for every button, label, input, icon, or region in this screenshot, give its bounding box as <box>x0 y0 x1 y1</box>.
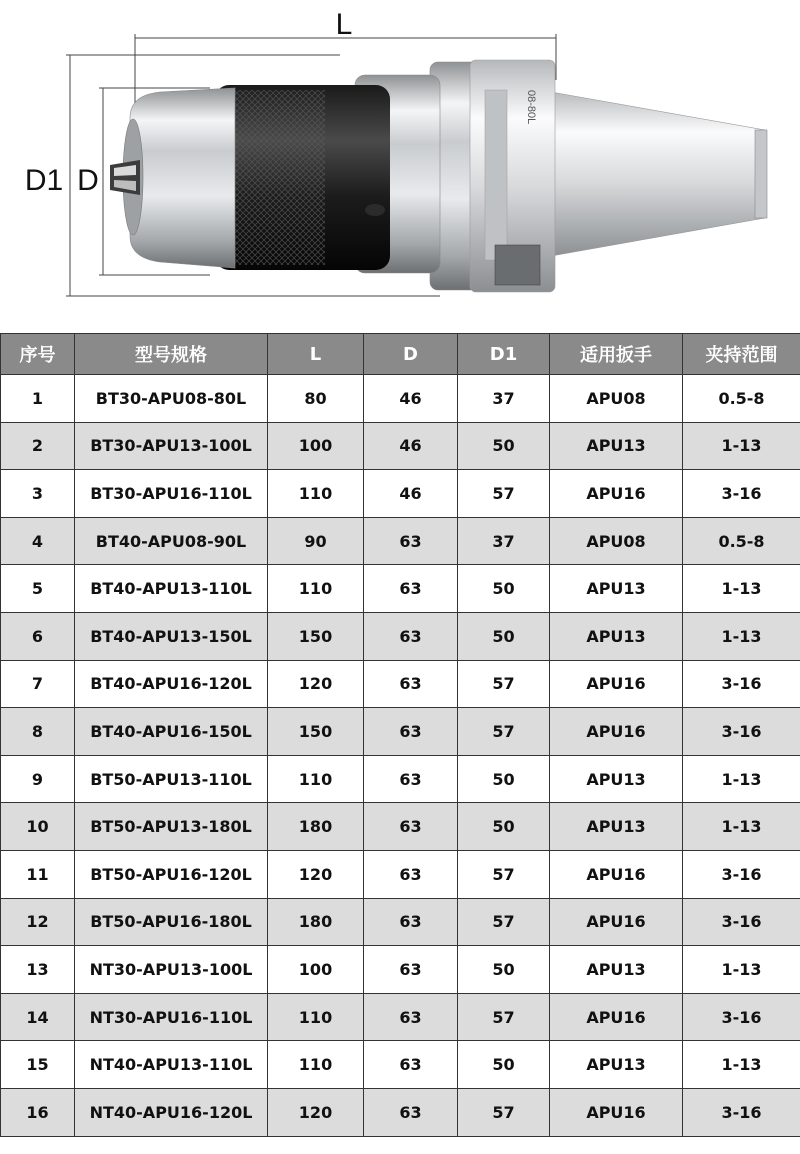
cell-L: 180 <box>268 898 364 946</box>
table-row <box>1 660 800 708</box>
cell-wrench: APU16 <box>550 898 683 946</box>
table-row <box>1 470 800 518</box>
cell-clamp-range: 3-16 <box>683 898 800 946</box>
cell-wrench: APU16 <box>550 993 683 1041</box>
taper-shank <box>540 90 765 258</box>
table-row <box>1 850 800 898</box>
cell-D: 63 <box>364 993 458 1041</box>
table-row <box>1 517 800 565</box>
cell-D1: 57 <box>458 898 550 946</box>
cell-D1: 37 <box>458 375 550 423</box>
cell-wrench: APU13 <box>550 1041 683 1089</box>
cell-D1: 57 <box>458 850 550 898</box>
cell-wrench: APU16 <box>550 708 683 756</box>
table-row <box>1 565 800 613</box>
dimension-label-L: L <box>335 8 353 41</box>
cell-L: 110 <box>268 1041 364 1089</box>
table-row <box>1 993 800 1041</box>
cell-clamp-range: 1-13 <box>683 1041 800 1089</box>
cell-L: 150 <box>268 612 364 660</box>
cell-D: 63 <box>364 517 458 565</box>
cell-index: 7 <box>1 660 75 708</box>
cell-D1: 57 <box>458 1088 550 1136</box>
cell-L: 120 <box>268 850 364 898</box>
cell-index: 16 <box>1 1088 75 1136</box>
cell-L: 90 <box>268 517 364 565</box>
cell-D: 63 <box>364 850 458 898</box>
cell-clamp-range: 1-13 <box>683 565 800 613</box>
cell-model: NT40-APU13-110L <box>75 1041 268 1089</box>
cell-D: 46 <box>364 470 458 518</box>
cell-D: 46 <box>364 375 458 423</box>
table-row <box>1 1041 800 1089</box>
cell-index: 2 <box>1 422 75 470</box>
cell-model: NT40-APU16-120L <box>75 1088 268 1136</box>
table-row <box>1 1088 800 1136</box>
cell-clamp-range: 3-16 <box>683 850 800 898</box>
engraving-text: 08-80L <box>525 90 537 125</box>
cell-D1: 37 <box>458 517 550 565</box>
table-header-row <box>1 334 800 375</box>
cell-index: 5 <box>1 565 75 613</box>
cell-D1: 50 <box>458 946 550 994</box>
cell-model: BT50-APU13-180L <box>75 803 268 851</box>
cell-wrench: APU16 <box>550 850 683 898</box>
cell-index: 1 <box>1 375 75 423</box>
table-row <box>1 755 800 803</box>
cell-index: 14 <box>1 993 75 1041</box>
cell-wrench: APU16 <box>550 1088 683 1136</box>
cell-model: BT50-APU13-110L <box>75 755 268 803</box>
table-row <box>1 946 800 994</box>
cell-model: BT30-APU16-110L <box>75 470 268 518</box>
cell-D: 63 <box>364 946 458 994</box>
cell-L: 110 <box>268 755 364 803</box>
cell-index: 10 <box>1 803 75 851</box>
cell-D: 63 <box>364 1088 458 1136</box>
table-row <box>1 422 800 470</box>
cell-L: 80 <box>268 375 364 423</box>
cell-clamp-range: 0.5-8 <box>683 517 800 565</box>
cell-index: 12 <box>1 898 75 946</box>
cell-clamp-range: 1-13 <box>683 422 800 470</box>
cell-D1: 50 <box>458 565 550 613</box>
cell-D: 63 <box>364 803 458 851</box>
cell-model: BT50-APU16-180L <box>75 898 268 946</box>
cell-clamp-range: 1-13 <box>683 612 800 660</box>
cell-model: BT40-APU08-90L <box>75 517 268 565</box>
header-wrench: 适用扳手 <box>550 334 683 375</box>
table-row <box>1 708 800 756</box>
cell-wrench: APU13 <box>550 803 683 851</box>
cell-clamp-range: 0.5-8 <box>683 375 800 423</box>
dimension-label-D: D <box>77 164 99 197</box>
header-D1: D1 <box>458 334 550 375</box>
cell-L: 120 <box>268 660 364 708</box>
cell-L: 100 <box>268 422 364 470</box>
knurled-sleeve <box>215 85 390 270</box>
cell-index: 3 <box>1 470 75 518</box>
chuck-jaws <box>110 160 140 195</box>
cell-clamp-range: 1-13 <box>683 803 800 851</box>
cell-L: 110 <box>268 565 364 613</box>
cell-model: NT30-APU16-110L <box>75 993 268 1041</box>
cell-D: 63 <box>364 708 458 756</box>
spec-table <box>0 333 800 1137</box>
cell-D1: 57 <box>458 660 550 708</box>
cell-L: 100 <box>268 946 364 994</box>
header-clamp-range: 夹持范围 <box>683 334 800 375</box>
cell-L: 180 <box>268 803 364 851</box>
cell-wrench: APU16 <box>550 470 683 518</box>
cell-clamp-range: 1-13 <box>683 755 800 803</box>
cell-wrench: APU08 <box>550 517 683 565</box>
cell-index: 15 <box>1 1041 75 1089</box>
cell-index: 13 <box>1 946 75 994</box>
cell-model: BT50-APU16-120L <box>75 850 268 898</box>
header-D: D <box>364 334 458 375</box>
cell-clamp-range: 3-16 <box>683 660 800 708</box>
cell-D1: 50 <box>458 803 550 851</box>
cell-D: 63 <box>364 612 458 660</box>
cell-index: 8 <box>1 708 75 756</box>
cell-index: 11 <box>1 850 75 898</box>
cell-wrench: APU13 <box>550 612 683 660</box>
cell-wrench: APU08 <box>550 375 683 423</box>
cell-L: 150 <box>268 708 364 756</box>
table-row <box>1 898 800 946</box>
cell-model: NT30-APU13-100L <box>75 946 268 994</box>
header-model: 型号规格 <box>75 334 268 375</box>
cell-clamp-range: 3-16 <box>683 1088 800 1136</box>
cell-D: 63 <box>364 755 458 803</box>
cell-model: BT40-APU13-110L <box>75 565 268 613</box>
cell-wrench: APU13 <box>550 565 683 613</box>
cell-D: 63 <box>364 565 458 613</box>
header-index: 序号 <box>1 334 75 375</box>
table-row <box>1 612 800 660</box>
cell-D1: 57 <box>458 470 550 518</box>
cell-L: 110 <box>268 470 364 518</box>
cell-clamp-range: 3-16 <box>683 708 800 756</box>
cell-D1: 50 <box>458 612 550 660</box>
cell-model: BT40-APU13-150L <box>75 612 268 660</box>
cell-index: 4 <box>1 517 75 565</box>
cell-model: BT30-APU13-100L <box>75 422 268 470</box>
cell-wrench: APU13 <box>550 422 683 470</box>
cell-model: BT30-APU08-80L <box>75 375 268 423</box>
cell-D1: 57 <box>458 708 550 756</box>
cell-D: 63 <box>364 660 458 708</box>
cell-D: 63 <box>364 898 458 946</box>
cell-model: BT40-APU16-150L <box>75 708 268 756</box>
table-row <box>1 375 800 423</box>
cell-D: 46 <box>364 422 458 470</box>
cell-clamp-range: 1-13 <box>683 946 800 994</box>
cell-clamp-range: 3-16 <box>683 470 800 518</box>
cell-D1: 50 <box>458 1041 550 1089</box>
cell-L: 120 <box>268 1088 364 1136</box>
cell-wrench: APU16 <box>550 660 683 708</box>
cell-D1: 57 <box>458 993 550 1041</box>
header-L: L <box>268 334 364 375</box>
cell-index: 6 <box>1 612 75 660</box>
flange <box>430 60 555 292</box>
cell-wrench: APU13 <box>550 946 683 994</box>
cell-clamp-range: 3-16 <box>683 993 800 1041</box>
cell-model: BT40-APU16-120L <box>75 660 268 708</box>
cell-D1: 50 <box>458 755 550 803</box>
tool-holder-diagram <box>0 0 800 330</box>
cell-D: 63 <box>364 1041 458 1089</box>
dimension-label-D1: D1 <box>24 164 64 197</box>
cell-wrench: APU13 <box>550 755 683 803</box>
cell-L: 110 <box>268 993 364 1041</box>
cell-index: 9 <box>1 755 75 803</box>
table-row <box>1 803 800 851</box>
cell-D1: 50 <box>458 422 550 470</box>
